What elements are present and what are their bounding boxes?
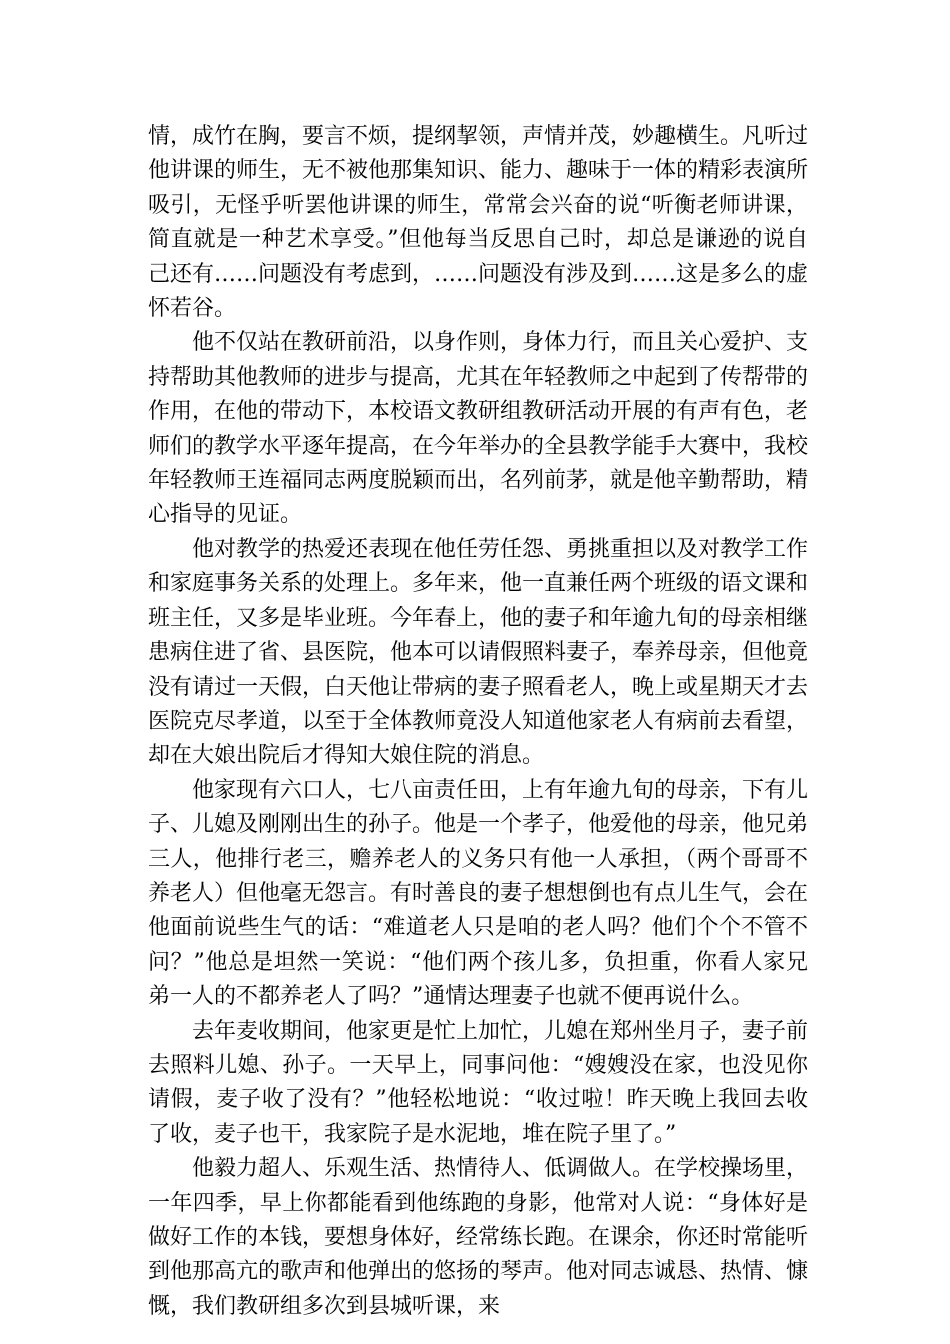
document-body [148, 120, 808, 1324]
paragraph: 他家现有六口人，七八亩责任田，上有年逾九旬的母亲，下有儿子、儿媳及刚刚出生的孙子。他是一个孝子，他爱他的母亲，他兄弟三人，他排行老三，赡养老人的义务只有他一人承担，（两个哥哥不养老人）但他毫无怨言。有时善良的妻子想想倒也有点儿生气，会在他面前说些生气的话：“难道老人只是咱的老人吗？他们个个不管不问？”他总是坦然一笑说：“他们两个孩儿多，负担重，你看人家兄弟一人的不都养老人了吗？”通情达理妻子也就不便再说什么。 [148, 777, 809, 1010]
paragraph: 他不仅站在教研前沿，以身作则，身体力行，而且关心爱护、支持帮助其他教师的进步与提高，尤其在年轻教师之中起到了传帮带的作用，在他的带动下，本校语文教研组教研活动开展的有声有色，老师们的教学水平逐年提高，在今年举办的全县教学能手大赛中，我校年轻教师王连福同志两度脱颖而出，名列前茅，就是他辛勤帮助，精心指导的见证。 [148, 330, 809, 528]
paragraph-continued: 情，成竹在胸，要言不烦，提纲挈领，声情并茂，妙趣横生。凡听过他讲课的师生，无不被他那集知识、能力、趣味于一体的精彩表演所吸引，无怪乎听罢他讲课的师生，常常会兴奋的说“听衡老师讲课，简直就是一种艺术享受。”但他每当反思自己时，却总是谦逊的说自己还有……问题没有考虑到，……问题没有涉及到……这是多么的虚怀若谷。 [148, 124, 809, 322]
paragraph: 他毅力超人、乐观生活、热情待人、低调做人。在学校操场里，一年四季，早上你都能看到他练跑的身影，他常对人说：“身体好是做好工作的本钱，要想身体好，经常练长跑。在课余，你还时常能听到他那高亢的歌声和他弹出的悠扬的琴声。他对同志诚恳、热情、慷慨，我们教研组多次到县城听课，来 [148, 1156, 809, 1319]
paragraph: 去年麦收期间，他家更是忙上加忙，儿媳在郑州坐月子，妻子前去照料儿媳、孙子。一天早上，同事问他：“嫂嫂没在家，也没见你请假，麦子收了没有？”他轻松地说：“收过啦！昨天晚上我回去收了收，麦子也干，我家院子是水泥地，堆在院子里了。” [148, 1018, 809, 1147]
paragraph: 他对教学的热爱还表现在他任劳任怨、勇挑重担以及对教学工作和家庭事务关系的处理上。多年来，他一直兼任两个班级的语文课和班主任，又多是毕业班。今年春上，他的妻子和年逾九旬的母亲相继患病住进了省、县医院，他本可以请假照料妻子，奉养母亲，但他竟没有请过一天假，白天他让带病的妻子照看老人，晚上或星期天才去医院克尽孝道，以至于全体教师竟没人知道他家老人有病前去看望，却在大娘出院后才得知大娘住院的消息。 [148, 536, 809, 769]
